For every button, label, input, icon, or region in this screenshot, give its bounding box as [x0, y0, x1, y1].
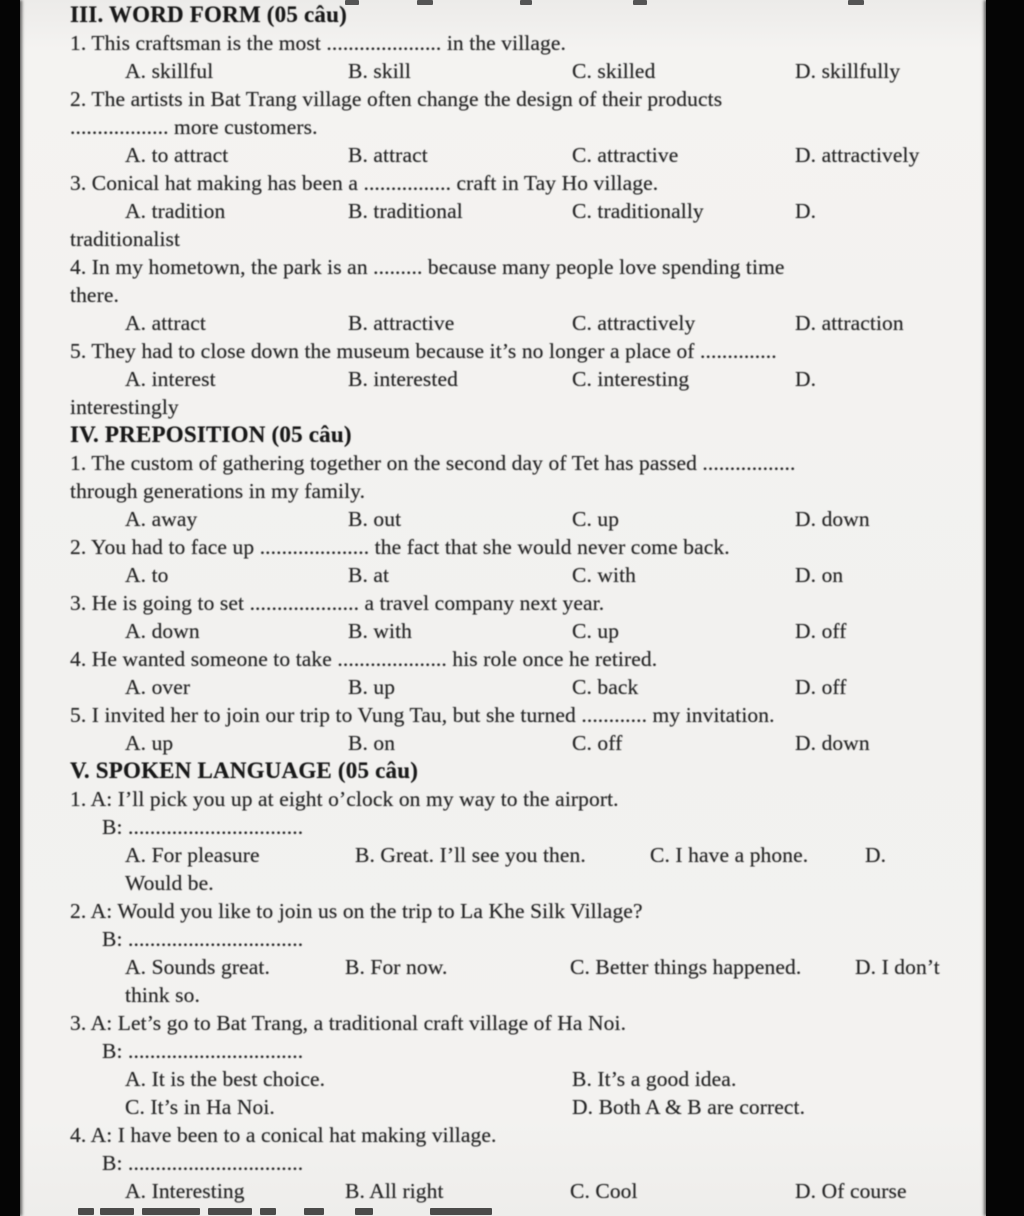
answer-option: A. down — [125, 619, 200, 643]
right-black-border — [986, 0, 1024, 1216]
response-blank-line: B: ................................ — [102, 1151, 304, 1175]
answer-option: A. attract — [125, 311, 206, 335]
cropped-text-fragment — [260, 1208, 276, 1215]
question-text: through generations in my family. — [70, 479, 366, 503]
answer-option: A. It is the best choice. — [125, 1067, 326, 1091]
answer-option: B. interested — [348, 367, 458, 391]
question-text: 3. A: Let’s go to Bat Trang, a traditional craft village of Ha Noi. — [70, 1011, 627, 1035]
cropped-text-fragment — [304, 1208, 324, 1215]
option-overflow-text: traditionalist — [70, 227, 181, 251]
question-text: there. — [70, 283, 119, 307]
answer-option: D. off — [795, 675, 847, 699]
answer-option: B. Great. I’ll see you then. — [355, 843, 586, 867]
cropped-text-fragment — [355, 1208, 373, 1215]
answer-option: B. on — [348, 731, 396, 755]
question-text: 2. You had to face up .................... the fact that she would never come back. — [70, 535, 730, 559]
answer-option: C. interesting — [572, 367, 690, 391]
answer-option: C. back — [572, 675, 639, 699]
answer-option: C. I have a phone. — [650, 843, 809, 867]
answer-option: A. tradition — [125, 199, 226, 223]
answer-option: A. skillful — [125, 59, 214, 83]
answer-option: D. I don’t — [855, 955, 940, 979]
answer-option: D. off — [795, 619, 847, 643]
question-text: 4. A: I have been to a conical hat making village. — [70, 1123, 497, 1147]
answer-option: B. attractive — [348, 311, 455, 335]
question-text: 3. Conical hat making has been a ................ craft in Tay Ho village. — [70, 171, 659, 195]
answer-option: C. attractively — [572, 311, 696, 335]
question-text: .................. more customers. — [70, 115, 318, 139]
cropped-text-fragment — [100, 1208, 134, 1215]
section-heading: V. SPOKEN LANGUAGE (05 câu) — [70, 758, 419, 783]
answer-option: A. to attract — [125, 143, 229, 167]
response-blank-line: B: ................................ — [102, 927, 304, 951]
answer-option: B. skill — [348, 59, 411, 83]
answer-option: B. with — [348, 619, 413, 643]
answer-option: B. up — [348, 675, 396, 699]
section-heading: III. WORD FORM (05 câu) — [70, 2, 347, 27]
answer-option: A. up — [125, 731, 174, 755]
section-heading: IV. PREPOSITION (05 câu) — [70, 422, 352, 447]
cropped-text-fragment — [78, 1208, 94, 1215]
option-overflow-text: interestingly — [70, 395, 179, 419]
cropped-text-fragment — [430, 1208, 492, 1215]
question-text: 4. In my hometown, the park is an ......... because many people love spending time — [70, 255, 785, 279]
answer-option: C. up — [572, 507, 620, 531]
answer-option: A. over — [125, 675, 191, 699]
answer-option: A. to — [125, 563, 169, 587]
answer-option: C. attractive — [572, 143, 679, 167]
response-blank-line: B: ................................ — [102, 815, 304, 839]
answer-option: C. traditionally — [572, 199, 704, 223]
answer-option: B. attract — [348, 143, 428, 167]
question-text: 2. The artists in Bat Trang village often change the design of their products — [70, 87, 723, 111]
answer-option: C. Cool — [570, 1179, 638, 1203]
question-text: 5. I invited her to join our trip to Vung Tau, but she turned ............ my invitation. — [70, 703, 775, 727]
answer-option: D. down — [795, 731, 870, 755]
option-overflow-text: think so. — [125, 983, 200, 1007]
answer-option: B. out — [348, 507, 402, 531]
answer-option: D. — [795, 199, 817, 223]
answer-option: D. — [865, 843, 887, 867]
cropped-text-fragment — [142, 1208, 200, 1215]
left-black-border — [0, 0, 20, 1216]
answer-option: A. away — [125, 507, 198, 531]
question-text: 1. The custom of gathering together on the second day of Tet has passed ................. — [70, 451, 796, 475]
answer-option: C. off — [572, 731, 623, 755]
answer-option: C. It’s in Ha Noi. — [125, 1095, 275, 1119]
answer-option: B. It’s a good idea. — [572, 1067, 737, 1091]
answer-option: A. For pleasure — [125, 843, 260, 867]
cropped-text-fragment — [208, 1208, 252, 1215]
answer-option: C. skilled — [572, 59, 656, 83]
answer-option: D. attractively — [795, 143, 920, 167]
question-text: 1. A: I’ll pick you up at eight o’clock on my way to the airport. — [70, 787, 619, 811]
answer-option: C. Better things happened. — [570, 955, 802, 979]
question-text: 1. This craftsman is the most ..................... in the village. — [70, 31, 566, 55]
question-text: 4. He wanted someone to take .................... his role once he retired. — [70, 647, 658, 671]
answer-option: C. up — [572, 619, 620, 643]
answer-option: D. Both A & B are correct. — [572, 1095, 806, 1119]
worksheet-content — [20, 2, 986, 1216]
answer-option: C. with — [572, 563, 637, 587]
answer-option: A. Sounds great. — [125, 955, 270, 979]
question-text: 3. He is going to set .................... a travel company next year. — [70, 591, 605, 615]
answer-option: D. down — [795, 507, 870, 531]
scanned-worksheet-page — [20, 0, 986, 1216]
answer-option: B. at — [348, 563, 390, 587]
option-overflow-text: Would be. — [125, 871, 214, 895]
answer-option: A. interest — [125, 367, 216, 391]
answer-option: D. on — [795, 563, 844, 587]
answer-option: D. — [795, 367, 817, 391]
question-text: 2. A: Would you like to join us on the trip to La Khe Silk Village? — [70, 899, 643, 923]
response-blank-line: B: ................................ — [102, 1039, 304, 1063]
answer-option: D. skillfully — [795, 59, 901, 83]
answer-option: B. traditional — [348, 199, 463, 223]
question-text: 5. They had to close down the museum because it’s no longer a place of .............. — [70, 339, 777, 363]
answer-option: A. Interesting — [125, 1179, 245, 1203]
answer-option: B. All right — [345, 1179, 444, 1203]
answer-option: B. For now. — [345, 955, 448, 979]
answer-option: D. attraction — [795, 311, 904, 335]
answer-option: D. Of course — [795, 1179, 907, 1203]
